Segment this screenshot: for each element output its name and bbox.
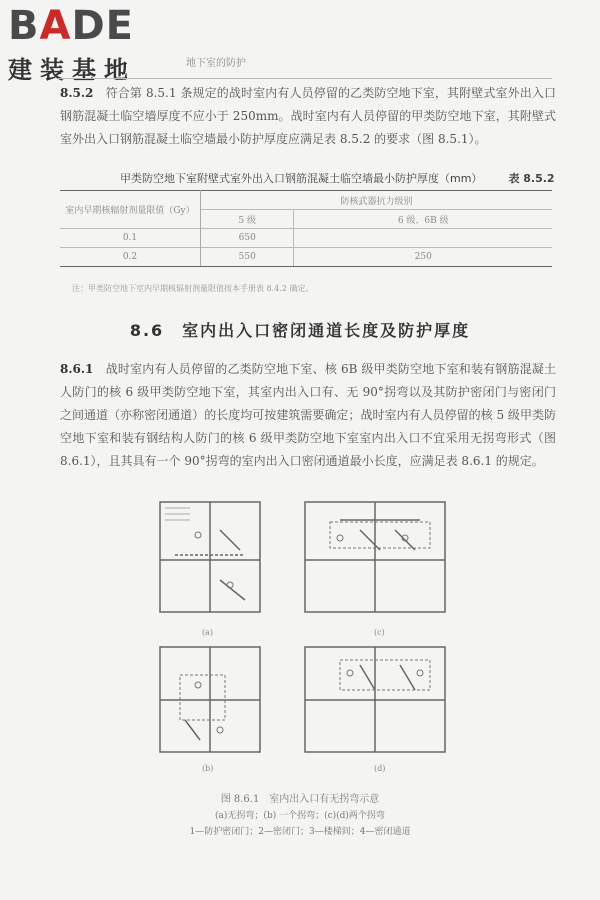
table-col-header: 5 级 [201,210,294,229]
clause-text: 符合第 8.5.1 条规定的战时室内有人员停留的乙类防空地下室，其附壁式室外出入口钢筋混凝土临空墙厚度不应小于 250mm。战时室内有人员停留的甲类防空地下室，其附壁式室外出入口钢筋混凝土临空墙最小防护厚度应满足表 8.5.2 的要求（图 8.5.1）。 [60,86,556,146]
table-caption [120,170,555,186]
figure-caption: 图 8.6.1 室内出入口有无拐弯示意 [220,794,380,805]
logo-text-3: DE [71,3,134,49]
table-cell: 550 [201,248,294,267]
clause-number: 8.5.2 [60,86,94,100]
entrance-diagram-b [150,645,270,760]
figure-subcaption: (a)无拐弯；(b) 一个拐弯；(c)(d)两个拐弯 [215,811,385,821]
section-heading [0,318,600,341]
table-group-header: 防核武器抗力级别 [201,191,553,210]
table-title: 甲类防空地下室附壁式室外出入口钢筋混凝土临空墙最小防护厚度（mm） [120,172,483,185]
table-number: 表 8.5.2 [508,172,555,185]
header-rule [58,78,552,79]
entrance-diagram-a [150,500,270,625]
section-number: 8.6 [129,321,165,340]
table-row-header: 室内早期核辐射剂量限值（Gy） [60,191,201,229]
entrance-diagram-d [300,645,450,760]
table-cell [294,229,552,248]
table-col-header: 6 级、6B 级 [397,215,449,226]
table-row [60,229,552,248]
clause-8-6-1 [60,358,556,473]
protection-thickness-table [60,190,552,267]
figure-label: (a) [202,628,214,637]
running-header: 地下室的防护 [186,58,246,69]
table-note: 注：甲类防空地下室内早期核辐射剂量限值按本手册表 8.4.2 确定。 [72,284,314,293]
table-cell: 650 [201,229,294,248]
section-title: 室内出入口密闭通道长度及防护厚度 [182,321,471,340]
logo-subtitle: 建装基地 [8,56,136,84]
figure-legend: 1—防护密闭门；2—密闭门；3—楼梯间；4—密闭通道 [189,827,411,837]
logo [8,3,136,85]
clause-text: 战时室内有人员停留的乙类防空地下室、核 6B 级甲类防空地下室和装有钢筋混凝土人防门的核 6 级甲类防空地下室，其室内出入口有、无 90°拐弯以及其防护密闭门与密闭门之间通道（亦称密闭通道）的长度均可按建筑需要确定；战时室内有人员停留的核 5 级甲类防空地下室和装有钢结构人防门的核 6 级甲类防空地下室室内出入口不宜采用无拐弯形式（图 8.6.1），且其具有一个 90°拐弯的室内出入口密闭通道最小长度，应满足表 8.6.1 的规定。 [60,362,556,468]
clause-number: 8.6.1 [60,362,94,376]
table-row [60,248,552,267]
figure-label: (d) [374,764,386,773]
logo-text-1: B [8,3,40,49]
figure-label: (c) [374,628,385,637]
figure-label: (b) [202,764,214,773]
logo-text-2: A [39,3,72,49]
clause-8-5-2 [60,82,556,151]
entrance-diagram-c [300,500,450,625]
table-cell: 250 [294,248,552,267]
table-cell: 0.1 [60,229,201,248]
table-cell: 0.2 [60,248,201,267]
